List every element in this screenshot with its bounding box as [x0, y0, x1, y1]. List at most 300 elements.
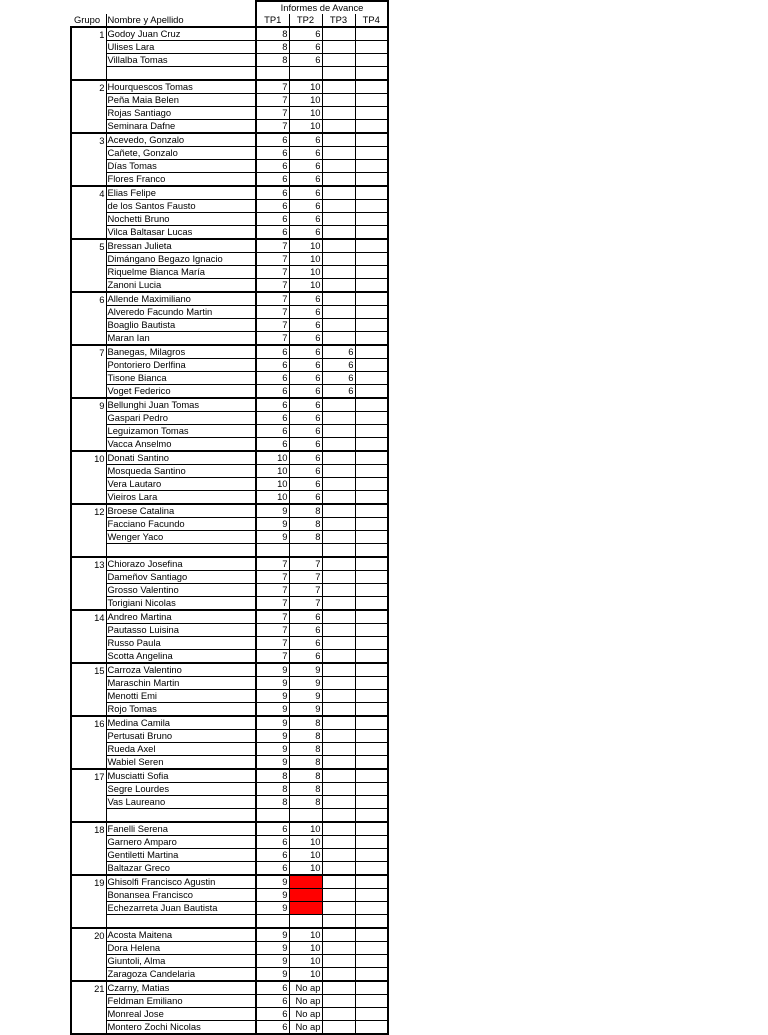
tp3-grade-cell: [322, 584, 355, 597]
tp1-grade-cell: 6: [256, 200, 289, 213]
group-number-cell: 1: [71, 27, 106, 41]
tp1-grade-cell: 6: [256, 438, 289, 452]
tp1-grade-cell: 6: [256, 372, 289, 385]
tp3-grade-cell: [322, 862, 355, 876]
table-row: [71, 120, 388, 134]
group-number-cell: [71, 359, 106, 372]
tp2-grade-cell: 6: [289, 345, 322, 359]
student-name-cell: Acosta Maitena: [106, 928, 256, 942]
group-number-cell: [71, 385, 106, 399]
table-row: [71, 107, 388, 120]
tp1-grade-cell: 6: [256, 849, 289, 862]
table-row: [71, 862, 388, 876]
tp4-grade-cell: [355, 716, 388, 730]
tp2-grade-cell: 6: [289, 359, 322, 372]
tp4-grade-cell: [355, 398, 388, 412]
tp4-grade-cell: [355, 451, 388, 465]
tp4-grade-cell: [355, 226, 388, 240]
tp3-grade-cell: [322, 200, 355, 213]
student-name-cell: Zanoni Lucia: [106, 279, 256, 293]
tp2-grade-cell: 6: [289, 200, 322, 213]
group-number-cell: [71, 147, 106, 160]
table-row: [71, 1008, 388, 1021]
tp3-grade-cell: [322, 637, 355, 650]
tp1-grade-cell: [256, 915, 289, 929]
tp1-grade-cell: 7: [256, 610, 289, 624]
tp3-grade-cell: [322, 624, 355, 637]
tp2-grade-cell: No ap: [289, 1021, 322, 1035]
tp2-grade-cell: 6: [289, 385, 322, 399]
tp4-grade-cell: [355, 703, 388, 717]
tp4-grade-cell: [355, 955, 388, 968]
student-name-cell: Vacca Anselmo: [106, 438, 256, 452]
tp1-grade-cell: 7: [256, 292, 289, 306]
tp3-grade-cell: [322, 398, 355, 412]
group-number-cell: [71, 544, 106, 558]
table-row: [71, 531, 388, 544]
tp2-grade-cell: 10: [289, 239, 322, 253]
tp1-grade-cell: 7: [256, 239, 289, 253]
table-row: [71, 557, 388, 571]
tp2-grade-cell: 7: [289, 571, 322, 584]
tp4-grade-cell: [355, 372, 388, 385]
student-name-cell: Elias Felipe: [106, 186, 256, 200]
tp4-grade-cell: [355, 902, 388, 915]
table-row: [71, 504, 388, 518]
tp4-grade-cell: [355, 637, 388, 650]
tp1-grade-cell: 7: [256, 557, 289, 571]
tp4-grade-cell: [355, 690, 388, 703]
table-row: [71, 372, 388, 385]
student-name-cell: Dora Helena: [106, 942, 256, 955]
tp2-grade-cell: 8: [289, 504, 322, 518]
group-number-cell: 9: [71, 398, 106, 412]
tp3-grade-cell: [322, 796, 355, 809]
tp2-grade-cell: 8: [289, 531, 322, 544]
tp4-grade-cell: [355, 809, 388, 823]
tp1-grade-cell: 7: [256, 107, 289, 120]
group-number-cell: [71, 412, 106, 425]
tp4-grade-cell: [355, 80, 388, 94]
student-name-cell: Donati Santino: [106, 451, 256, 465]
student-name-cell: Peña Maia Belen: [106, 94, 256, 107]
group-number-cell: [71, 743, 106, 756]
tp3-grade-cell: [322, 518, 355, 531]
group-number-cell: 20: [71, 928, 106, 942]
tp1-grade-cell: 9: [256, 703, 289, 717]
student-name-cell: Ulises Lara: [106, 41, 256, 54]
tp3-grade-cell: [322, 332, 355, 346]
group-number-cell: 16: [71, 716, 106, 730]
table-row: [71, 94, 388, 107]
tp2-grade-cell: 6: [289, 213, 322, 226]
table-row: [71, 518, 388, 531]
tp1-grade-cell: 6: [256, 160, 289, 173]
student-name-cell: Vas Laureano: [106, 796, 256, 809]
student-name-cell: Zaragoza Candelaria: [106, 968, 256, 982]
group-number-cell: [71, 995, 106, 1008]
tp3-grade-cell: [322, 425, 355, 438]
tp4-grade-cell: [355, 624, 388, 637]
tp1-grade-cell: 10: [256, 451, 289, 465]
tp4-grade-cell: [355, 822, 388, 836]
tp1-grade-cell: 9: [256, 928, 289, 942]
tp4-grade-cell: [355, 981, 388, 995]
tp4-grade-cell: [355, 292, 388, 306]
tp3-grade-cell: [322, 147, 355, 160]
student-name-cell: Segre Lourdes: [106, 783, 256, 796]
group-number-cell: [71, 319, 106, 332]
table-row: [71, 41, 388, 54]
group-number-cell: [71, 518, 106, 531]
tp4-grade-cell: [355, 160, 388, 173]
tp4-grade-cell: [355, 186, 388, 200]
group-number-cell: [71, 465, 106, 478]
tp2-grade-cell: 6: [289, 610, 322, 624]
group-number-cell: [71, 531, 106, 544]
student-name-cell: [106, 67, 256, 81]
table-row: [71, 995, 388, 1008]
table-row: [71, 160, 388, 173]
student-name-cell: Godoy Juan Cruz: [106, 27, 256, 41]
group-number-cell: [71, 200, 106, 213]
tp2-grade-cell: 7: [289, 557, 322, 571]
student-name-cell: Andreo Martina: [106, 610, 256, 624]
tp4-grade-cell: [355, 27, 388, 41]
tp4-grade-cell: [355, 769, 388, 783]
tp2-grade-cell: 8: [289, 756, 322, 770]
tp4-grade-cell: [355, 677, 388, 690]
tp4-grade-cell: [355, 133, 388, 147]
student-name-cell: Pautasso Luisina: [106, 624, 256, 637]
group-number-cell: 10: [71, 451, 106, 465]
tp4-grade-cell: [355, 385, 388, 399]
tp2-grade-cell: 10: [289, 80, 322, 94]
tp1-grade-cell: 6: [256, 385, 289, 399]
tp3-grade-cell: [322, 478, 355, 491]
student-name-cell: Banegas, Milagros: [106, 345, 256, 359]
student-name-cell: Cañete, Gonzalo: [106, 147, 256, 160]
student-name-cell: Boaglio Bautista: [106, 319, 256, 332]
tp2-grade-cell: 10: [289, 822, 322, 836]
group-number-cell: [71, 160, 106, 173]
group-number-cell: 21: [71, 981, 106, 995]
table-row: [71, 703, 388, 717]
student-name-cell: Scotta Angelina: [106, 650, 256, 664]
tp3-grade-cell: [322, 942, 355, 955]
group-number-cell: [71, 796, 106, 809]
group-number-cell: [71, 213, 106, 226]
student-name-cell: Facciano Facundo: [106, 518, 256, 531]
tp1-grade-cell: 6: [256, 412, 289, 425]
tp4-grade-cell: [355, 200, 388, 213]
tp1-grade-cell: 9: [256, 756, 289, 770]
tp4-grade-cell: [355, 928, 388, 942]
tp3-grade-cell: [322, 1021, 355, 1035]
group-number-cell: 14: [71, 610, 106, 624]
tp3-grade-cell: [322, 531, 355, 544]
group-number-cell: [71, 690, 106, 703]
tp2-grade-cell: 6: [289, 319, 322, 332]
header-row-columns: [71, 14, 388, 27]
table-row: [71, 200, 388, 213]
tp3-grade-cell: [322, 690, 355, 703]
tp1-grade-cell: 7: [256, 120, 289, 134]
tp2-grade-cell: 6: [289, 650, 322, 664]
group-number-cell: [71, 597, 106, 611]
table-row: [71, 266, 388, 279]
tp1-grade-cell: 9: [256, 889, 289, 902]
group-number-cell: [71, 942, 106, 955]
column-header-tp4: TP4: [355, 14, 388, 27]
table-row: [71, 822, 388, 836]
tp1-grade-cell: 8: [256, 783, 289, 796]
student-name-cell: Wabiel Seren: [106, 756, 256, 770]
tp3-grade-cell: [322, 94, 355, 107]
column-header-name: Nombre y Apellido: [106, 14, 256, 27]
tp3-grade-cell: [322, 650, 355, 664]
student-name-cell: Pertusati Bruno: [106, 730, 256, 743]
table-row: [71, 306, 388, 319]
student-name-cell: Mosqueda Santino: [106, 465, 256, 478]
tp3-grade-cell: [322, 67, 355, 81]
tp1-grade-cell: 9: [256, 663, 289, 677]
tp3-grade-cell: [322, 80, 355, 94]
tp2-grade-cell: 8: [289, 716, 322, 730]
tp3-grade-cell: [322, 955, 355, 968]
tp4-grade-cell: [355, 783, 388, 796]
group-number-cell: [71, 120, 106, 134]
tp1-grade-cell: 6: [256, 398, 289, 412]
tp1-grade-cell: 9: [256, 716, 289, 730]
tp4-grade-cell: [355, 478, 388, 491]
tp3-grade-cell: [322, 597, 355, 611]
tp2-grade-cell: 10: [289, 928, 322, 942]
group-number-cell: 15: [71, 663, 106, 677]
tp3-grade-cell: [322, 849, 355, 862]
student-name-cell: Garnero Amparo: [106, 836, 256, 849]
tp1-grade-cell: 9: [256, 690, 289, 703]
table-row: [71, 54, 388, 67]
student-name-cell: [106, 544, 256, 558]
tp2-grade-cell: [289, 67, 322, 81]
student-name-cell: Bellunghi Juan Tomas: [106, 398, 256, 412]
tp2-grade-cell: 6: [289, 186, 322, 200]
tp2-grade-cell: No ap: [289, 995, 322, 1008]
tp3-grade-cell: [322, 226, 355, 240]
group-number-cell: 13: [71, 557, 106, 571]
tp1-grade-cell: 9: [256, 902, 289, 915]
group-number-cell: [71, 650, 106, 664]
tp4-grade-cell: [355, 345, 388, 359]
tp2-grade-cell: No ap: [289, 1008, 322, 1021]
tp2-grade-cell: [289, 915, 322, 929]
tp4-grade-cell: [355, 279, 388, 293]
tp3-grade-cell: [322, 173, 355, 187]
table-row: [71, 425, 388, 438]
tp3-grade-cell: [322, 120, 355, 134]
table-row: [71, 478, 388, 491]
group-number-cell: 12: [71, 504, 106, 518]
table-row: [71, 624, 388, 637]
student-name-cell: Días Tomas: [106, 160, 256, 173]
grades-table: [70, 0, 389, 1035]
tp3-grade-cell: [322, 783, 355, 796]
group-number-cell: 4: [71, 186, 106, 200]
tp3-grade-cell: [322, 756, 355, 770]
tp3-grade-cell: 6: [322, 359, 355, 372]
tp4-grade-cell: [355, 465, 388, 478]
student-name-cell: Villalba Tomas: [106, 54, 256, 67]
student-name-cell: Tisone Bianca: [106, 372, 256, 385]
student-name-cell: Ghisolfi Francisco Agustin: [106, 875, 256, 889]
student-name-cell: Maraschin Martin: [106, 677, 256, 690]
tp2-grade-cell: 8: [289, 730, 322, 743]
tp2-grade-cell: 10: [289, 862, 322, 876]
table-row: [71, 27, 388, 41]
tp1-grade-cell: 6: [256, 345, 289, 359]
student-name-cell: Carroza Valentino: [106, 663, 256, 677]
tp2-grade-cell: 6: [289, 306, 322, 319]
column-header-tp2: TP2: [289, 14, 322, 27]
table-row: [71, 584, 388, 597]
student-name-cell: Monreal Jose: [106, 1008, 256, 1021]
tp4-grade-cell: [355, 41, 388, 54]
tp1-grade-cell: 9: [256, 875, 289, 889]
table-row: [71, 398, 388, 412]
student-name-cell: [106, 809, 256, 823]
group-number-cell: [71, 862, 106, 876]
tp4-grade-cell: [355, 756, 388, 770]
tp1-grade-cell: 7: [256, 266, 289, 279]
group-number-cell: [71, 372, 106, 385]
tp3-grade-cell: [322, 703, 355, 717]
tp3-grade-cell: [322, 915, 355, 929]
table-row: [71, 412, 388, 425]
tp1-grade-cell: 7: [256, 650, 289, 664]
student-name-cell: Rueda Axel: [106, 743, 256, 756]
student-name-cell: Giuntoli, Alma: [106, 955, 256, 968]
tp2-grade-cell: 6: [289, 398, 322, 412]
tp3-grade-cell: [322, 186, 355, 200]
student-name-cell: Dimángano Begazo Ignacio: [106, 253, 256, 266]
table-row: [71, 915, 388, 929]
tp1-grade-cell: 6: [256, 1008, 289, 1021]
tp1-grade-cell: 7: [256, 332, 289, 346]
tp2-grade-cell: 6: [289, 147, 322, 160]
tp4-grade-cell: [355, 571, 388, 584]
tp4-grade-cell: [355, 425, 388, 438]
student-name-cell: Seminara Dafne: [106, 120, 256, 134]
tp1-grade-cell: 9: [256, 504, 289, 518]
table-row: [71, 942, 388, 955]
tp3-grade-cell: [322, 451, 355, 465]
tp3-grade-cell: [322, 981, 355, 995]
tp3-grade-cell: [322, 875, 355, 889]
tp4-grade-cell: [355, 253, 388, 266]
table-row: [71, 213, 388, 226]
table-row: [71, 875, 388, 889]
table-row: [71, 849, 388, 862]
student-name-cell: Vieiros Lara: [106, 491, 256, 505]
tp4-grade-cell: [355, 438, 388, 452]
tp2-grade-cell: 8: [289, 796, 322, 809]
tp4-grade-cell: [355, 663, 388, 677]
tp1-grade-cell: [256, 67, 289, 81]
tp3-grade-cell: [322, 995, 355, 1008]
group-number-cell: 19: [71, 875, 106, 889]
tp1-grade-cell: 6: [256, 1021, 289, 1035]
tp1-grade-cell: 7: [256, 279, 289, 293]
student-name-cell: Czarny, Matias: [106, 981, 256, 995]
table-row: [71, 571, 388, 584]
tp3-grade-cell: [322, 27, 355, 41]
student-name-cell: Flores Franco: [106, 173, 256, 187]
tp2-grade-cell: [289, 889, 322, 902]
tp2-grade-cell: 6: [289, 465, 322, 478]
tp3-grade-cell: [322, 1008, 355, 1021]
tp1-grade-cell: 6: [256, 981, 289, 995]
tp3-grade-cell: [322, 610, 355, 624]
tp3-grade-cell: 6: [322, 385, 355, 399]
table-row: [71, 186, 388, 200]
tp2-grade-cell: 10: [289, 253, 322, 266]
tp3-grade-cell: [322, 663, 355, 677]
tp1-grade-cell: 6: [256, 226, 289, 240]
student-name-cell: Rojas Santiago: [106, 107, 256, 120]
tp1-grade-cell: 7: [256, 94, 289, 107]
table-row: [71, 809, 388, 823]
tp2-grade-cell: 6: [289, 27, 322, 41]
group-number-cell: [71, 783, 106, 796]
student-name-cell: Bressan Julieta: [106, 239, 256, 253]
group-number-cell: [71, 849, 106, 862]
group-number-cell: [71, 173, 106, 187]
table-row: [71, 544, 388, 558]
tp1-grade-cell: 9: [256, 730, 289, 743]
tp3-grade-cell: [322, 412, 355, 425]
tp1-grade-cell: [256, 809, 289, 823]
tp4-grade-cell: [355, 584, 388, 597]
tp3-grade-cell: 6: [322, 372, 355, 385]
tp1-grade-cell: 9: [256, 968, 289, 982]
tp4-grade-cell: [355, 306, 388, 319]
group-number-cell: [71, 41, 106, 54]
tp2-grade-cell: 10: [289, 94, 322, 107]
student-name-cell: Vilca Baltasar Lucas: [106, 226, 256, 240]
tp4-grade-cell: [355, 94, 388, 107]
group-number-cell: 18: [71, 822, 106, 836]
tp2-grade-cell: 8: [289, 769, 322, 783]
student-name-cell: Musciatti Sofia: [106, 769, 256, 783]
tp4-grade-cell: [355, 412, 388, 425]
group-number-cell: [71, 889, 106, 902]
table-row: [71, 796, 388, 809]
tp1-grade-cell: 7: [256, 253, 289, 266]
student-name-cell: Riquelme Bianca María: [106, 266, 256, 279]
tp4-grade-cell: [355, 968, 388, 982]
student-name-cell: Allende Maximiliano: [106, 292, 256, 306]
tp4-grade-cell: [355, 730, 388, 743]
tp4-grade-cell: [355, 1021, 388, 1035]
tp3-grade-cell: [322, 504, 355, 518]
tp1-grade-cell: 8: [256, 41, 289, 54]
student-name-cell: Fanelli Serena: [106, 822, 256, 836]
tp4-grade-cell: [355, 147, 388, 160]
table-row: [71, 465, 388, 478]
tp2-grade-cell: 6: [289, 226, 322, 240]
tp2-grade-cell: 7: [289, 597, 322, 611]
